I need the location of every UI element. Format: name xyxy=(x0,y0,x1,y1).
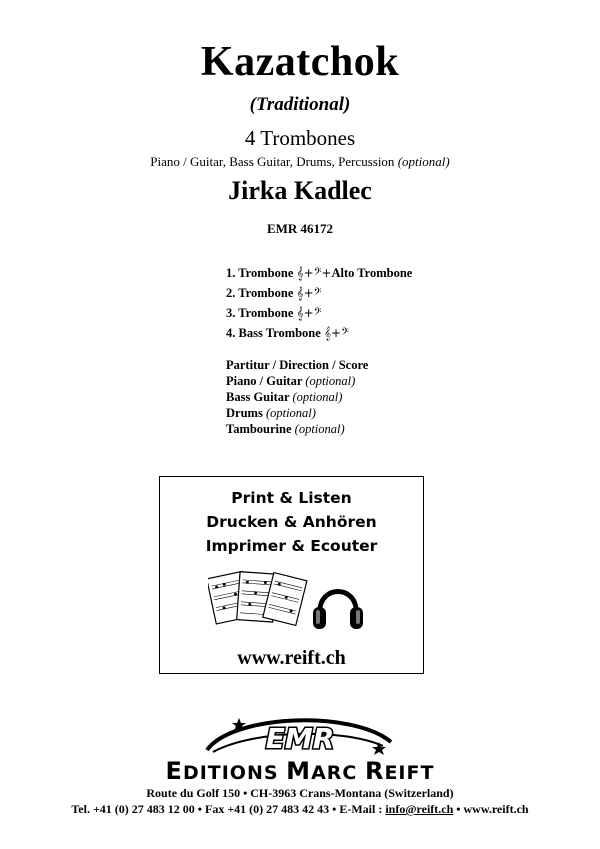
print-listen-line-de: Drucken & Anhören xyxy=(206,513,377,531)
title: Kazatchok xyxy=(200,39,400,85)
ensemble: 4 Trombones xyxy=(244,126,356,150)
subtitle: (Traditional) xyxy=(249,94,351,115)
contents-item: Piano / Guitar (optional) xyxy=(226,374,356,388)
part-name: 4. Bass Trombone xyxy=(226,326,321,340)
email-link[interactable]: info@reift.ch xyxy=(385,802,454,816)
clef-icon: 𝄞+𝄢 xyxy=(296,266,322,280)
composer: Jirka Kadlec xyxy=(228,176,372,205)
contents-item: Drums (optional) xyxy=(226,406,316,420)
print-listen-icons xyxy=(208,567,378,637)
accompaniment-note: (optional) xyxy=(397,154,450,169)
part-item xyxy=(226,265,412,285)
emr-logo xyxy=(203,712,397,758)
part-suffix: Alto Trombone xyxy=(331,266,413,280)
plus-sign: + xyxy=(321,266,332,280)
contents-list xyxy=(226,357,368,437)
parts-list xyxy=(226,265,412,345)
print-listen-url[interactable]: www.reift.ch xyxy=(237,647,346,669)
headphones-icon xyxy=(313,592,363,630)
logo-text: EMR xyxy=(265,722,335,755)
contents-item: Partitur / Direction / Score xyxy=(226,358,369,372)
part-item xyxy=(226,285,412,305)
print-listen-line-fr: Imprimer & Ecouter xyxy=(205,537,378,555)
catalog-number: EMR 46172 xyxy=(266,221,334,236)
contents-item: Tambourine (optional) xyxy=(226,422,345,436)
accompaniment-instruments: Piano / Guitar, Bass Guitar, Drums, Percussion xyxy=(150,154,395,169)
clef-icon: 𝄞+𝄢 xyxy=(296,306,322,320)
clef-icon: 𝄞+𝄢 xyxy=(296,286,322,300)
print-listen-box xyxy=(159,476,424,674)
publisher-address: Route du Golf 150 • CH-3963 Crans-Montana (Switzerland) xyxy=(146,786,454,800)
part-name: 2. Trombone xyxy=(226,286,294,300)
publisher-contact: Tel. +41 (0) 27 483 12 00 • Fax +41 (0) 27 483 42 43 • E-Mail : info@reift.ch • www.reift.ch xyxy=(71,802,529,816)
accompaniment xyxy=(0,154,600,170)
print-listen-line-en: Print & Listen xyxy=(231,489,352,507)
part-item xyxy=(226,305,412,325)
sheet-music-icon xyxy=(208,571,307,625)
part-name: 1. Trombone xyxy=(226,266,294,280)
contents-item: Bass Guitar (optional) xyxy=(226,390,343,404)
star-icon xyxy=(372,742,386,755)
publisher-name: EDITIONS MARC REIFT xyxy=(165,757,435,785)
part-name: 3. Trombone xyxy=(226,306,294,320)
part-item xyxy=(226,325,412,345)
clef-icon: 𝄞+𝄢 xyxy=(323,326,349,340)
